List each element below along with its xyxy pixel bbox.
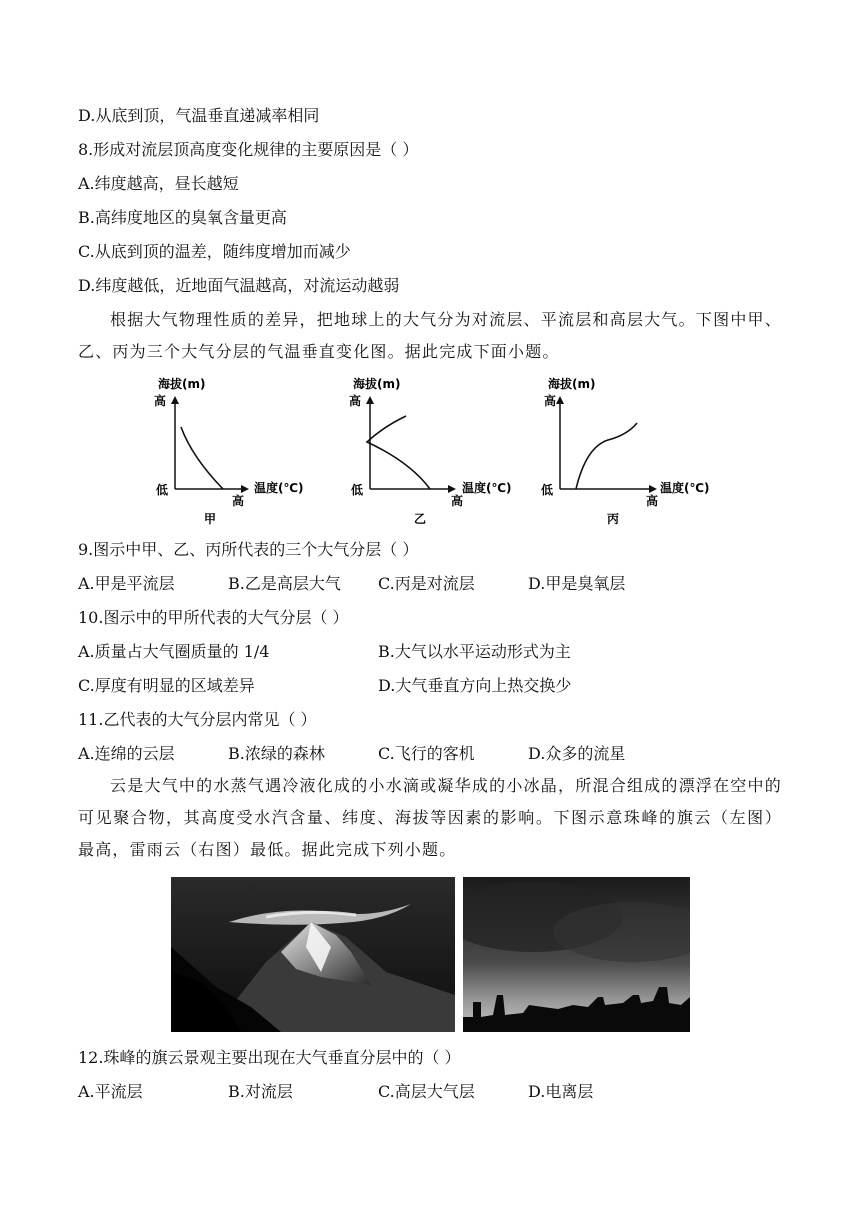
x-axis-label: 温度(℃) [462, 481, 512, 495]
q9-option-d: D.甲是臭氧层 [528, 574, 626, 593]
origin-label: 低 [541, 483, 554, 497]
q10-option-d: D.大气垂直方向上热交换少 [378, 676, 572, 695]
q9-stem: 9.图示中甲、乙、丙所代表的三个大气分层（ ） [78, 540, 419, 559]
passage-clouds: 云是大气中的水蒸气遇冷液化成的小水滴或凝华成的小冰晶，所混合组成的漂浮在空中的可见聚合物，其高度受水汽含量、纬度、海拔等因素的影响。下图示意珠峰的旗云（左图）最高，雷雨云（右图）最低。据此完成下列小题。 [78, 776, 782, 859]
panel-yi [349, 376, 512, 526]
y-high-label: 高 [544, 394, 557, 408]
curve-jia [181, 427, 223, 489]
y-high-label: 高 [349, 394, 362, 408]
q8-stem: 8.形成对流层顶高度变化规律的主要原因是（ ） [78, 140, 419, 159]
q11-option-d: D.众多的流星 [528, 744, 626, 763]
q11-option-c: C.飞行的客机 [378, 744, 475, 763]
y-axis-label: 海拔(m) [353, 377, 401, 391]
panel-jia [154, 376, 304, 526]
panel-caption: 乙 [414, 512, 427, 526]
q11-option-b: B.浓绿的森林 [228, 744, 325, 763]
origin-label: 低 [156, 483, 169, 497]
q12-option-d: D.电离层 [528, 1082, 594, 1101]
q10-stem: 10.图示中的甲所代表的大气分层（ ） [78, 608, 349, 627]
q8-option-b: B.高纬度地区的臭氧含量更高 [78, 208, 287, 227]
q9-option-b: B.乙是高层大气 [228, 574, 341, 593]
q8-option-a: A.纬度越高，昼长越短 [78, 174, 239, 193]
q10-option-b: B.大气以水平运动形式为主 [378, 642, 571, 661]
x-axis-label: 温度(℃) [254, 481, 304, 495]
q9-option-c: C.丙是对流层 [378, 574, 475, 593]
panel-caption: 丙 [607, 512, 620, 526]
curve-yi [367, 416, 430, 489]
everest-banner-cloud-photo [171, 877, 455, 1032]
q10-option-a: A.质量占大气圈质量的 1/4 [78, 642, 270, 661]
q12-stem: 12.珠峰的旗云景观主要出现在大气垂直分层中的（ ） [78, 1048, 461, 1067]
y-axis-label: 海拔(m) [548, 377, 596, 391]
x-high-label: 高 [232, 494, 245, 508]
temperature-profile-figure [140, 372, 720, 532]
q7-option-d: D.从底到顶，气温垂直递减率相同 [78, 106, 320, 125]
x-axis-label: 温度(℃) [660, 481, 710, 495]
q9-option-a: A.甲是平流层 [78, 574, 175, 593]
q12-option-c: C.高层大气层 [378, 1082, 475, 1101]
q8-option-d: D.纬度越低，近地面气温越高，对流运动越弱 [78, 276, 400, 295]
x-high-label: 高 [451, 494, 464, 508]
q12-option-b: B.对流层 [228, 1082, 293, 1101]
x-high-label: 高 [646, 494, 659, 508]
q11-stem: 11.乙代表的大气分层内常见（ ） [78, 710, 317, 729]
q10-option-c: C.厚度有明显的区域差异 [78, 676, 255, 695]
origin-label: 低 [351, 483, 364, 497]
panel-bing [541, 376, 710, 526]
q8-option-c: C.从底到顶的温差，随纬度增加而减少 [78, 242, 351, 261]
curve-bing [576, 423, 637, 489]
q11-option-a: A.连绵的云层 [78, 744, 175, 763]
y-axis-label: 海拔(m) [158, 377, 206, 391]
q12-option-a: A.平流层 [78, 1082, 143, 1101]
thunderstorm-cloud-photo [463, 877, 690, 1032]
y-high-label: 高 [154, 394, 167, 408]
panel-caption: 甲 [204, 512, 217, 526]
passage-atmosphere-layers: 根据大气物理性质的差异，把地球上的大气分为对流层、平流层和高层大气。下图中甲、乙、丙为三个大气分层的气温垂直变化图。据此完成下面小题。 [78, 310, 782, 361]
